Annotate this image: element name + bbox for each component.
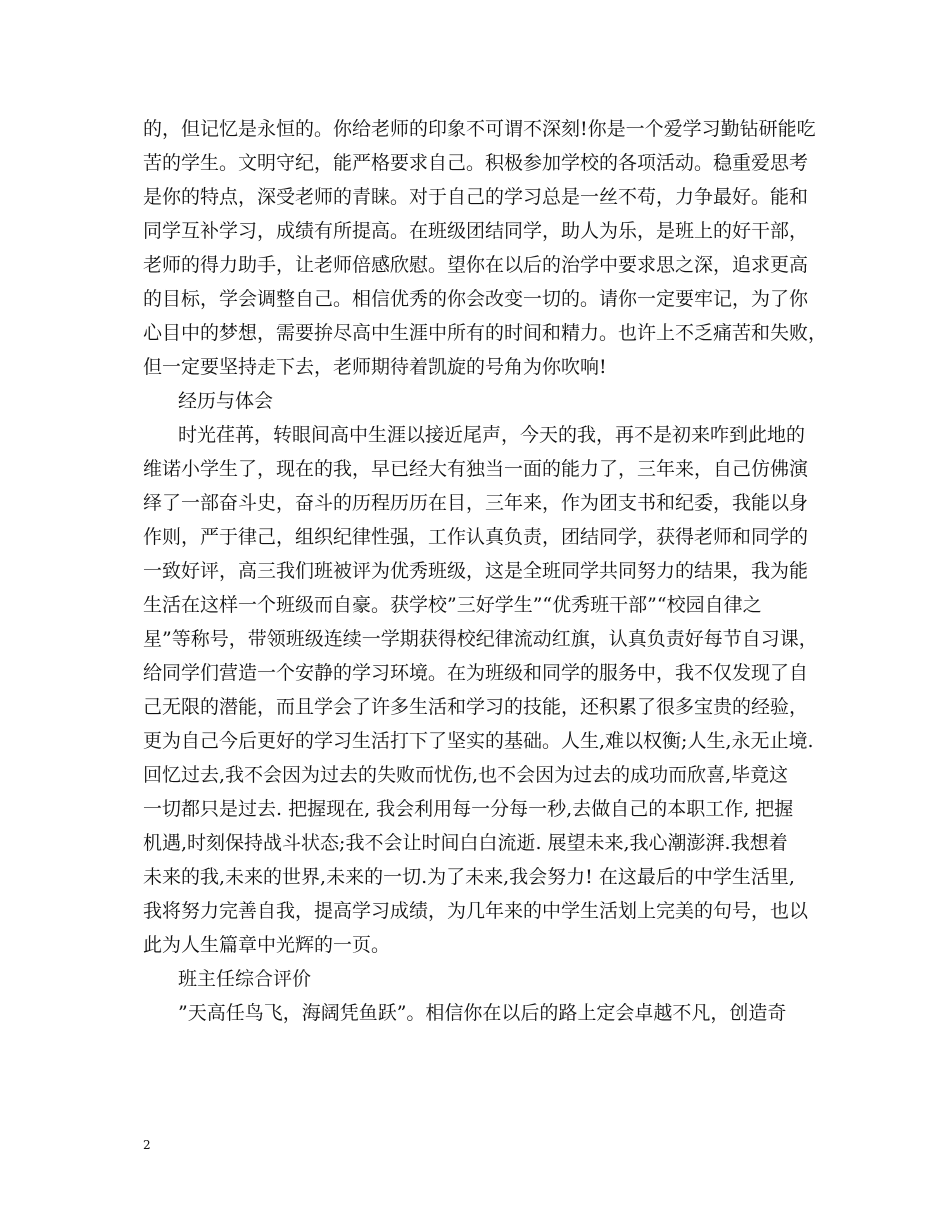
experience-line-16: 此为人生篇章中光辉的一页。: [143, 934, 391, 956]
experience-line-1: 时光荏苒，转眼间高中生涯以接近尾声，今天的我，再不是初来咋到此地的: [178, 424, 806, 446]
experience-line-14: 未来的我,未来的世界,未来的一切.为了未来,我会努力! 在这最后的中学生活里,: [143, 866, 795, 888]
experience-line-5: 一致好评，高三我们班被评为优秀班级，这是全班同学共同努力的结果，我为能: [143, 560, 809, 582]
experience-line-8: 给同学们营造一个安静的学习环境。在为班级和同学的服务中，我不仅发现了自: [143, 662, 809, 684]
teacher-heading: 班主任综合评价: [178, 968, 312, 990]
experience-line-11: 回忆过去,我不会因为过去的失败而忧伤,也不会因为过去的成功而欣喜,毕竟这: [143, 764, 789, 786]
experience-heading: 经历与体会: [178, 390, 274, 412]
comment-line-4: 同学互补学习，成绩有所提高。在班级团结同学，助人为乐，是班上的好干部，: [143, 220, 809, 242]
experience-line-15: 我将努力完善自我，提高学习成绩，为几年来的中学生活划上完美的句号，也以: [143, 900, 809, 922]
experience-line-4: 作则，严于律己，组织纪律性强，工作认真负责，团结同学，获得老师和同学的: [143, 526, 809, 548]
comment-line-2: 苦的学生。文明守纪，能严格要求自己。积极参加学校的各项活动。稳重爱思考: [143, 152, 809, 174]
comment-line-8: 但一定要坚持走下去，老师期待着凯旋的号角为你吹响!: [143, 356, 607, 378]
comment-line-6: 的目标，学会调整自己。相信优秀的你会改变一切的。请你一定要牢记，为了你: [143, 288, 809, 310]
experience-line-7: 星”等称号，带领班级连续一学期获得校纪律流动红旗，认真负责好每节自习课，: [143, 628, 818, 650]
experience-line-13: 机遇,时刻保持战斗状态;我不会让时间白白流逝. 展望未来,我心潮澎湃.我想着: [143, 832, 788, 854]
teacher-line-1: ”天高任鸟飞，海阔凭鱼跃”。相信你在以后的路上定会卓越不凡，创造奇: [178, 1002, 787, 1024]
page-number: 2: [143, 1138, 151, 1152]
experience-line-10: 更为自己今后更好的学习生活打下了坚实的基础。人生,难以权衡;人生,永无止境.: [143, 730, 814, 752]
comment-line-7: 心目中的梦想，需要拚尽高中生涯中所有的时间和精力。也许上不乏痛苦和失败，: [143, 322, 828, 344]
comment-line-5: 老师的得力助手，让老师倍感欣慰。望你在以后的治学中要求思之深，追求更高: [143, 254, 809, 276]
comment-line-1: 的，但记忆是永恒的。你给老师的印象不可谓不深刻!你是一个爱学习勤钻研能吃: [143, 118, 816, 140]
experience-line-12: 一切都只是过去. 把握现在, 我会利用每一分每一秒,去做自己的本职工作, 把握: [143, 798, 794, 820]
comment-line-3: 是你的特点，深受老师的青睐。对于自己的学习总是一丝不苟，力争最好。能和: [143, 186, 809, 208]
experience-line-6: 生活在这样一个班级而自豪。获学校”三好学生”“优秀班干部”“校园自律之: [143, 594, 762, 616]
experience-line-3: 绎了一部奋斗史，奋斗的历程历历在目，三年来，作为团支书和纪委，我能以身: [143, 492, 809, 514]
experience-line-9: 己无限的潜能，而且学会了许多生活和学习的技能，还积累了很多宝贵的经验，: [143, 696, 809, 718]
experience-line-2: 维诺小学生了，现在的我，早已经大有独当一面的能力了，三年来，自己仿佛演: [143, 458, 809, 480]
